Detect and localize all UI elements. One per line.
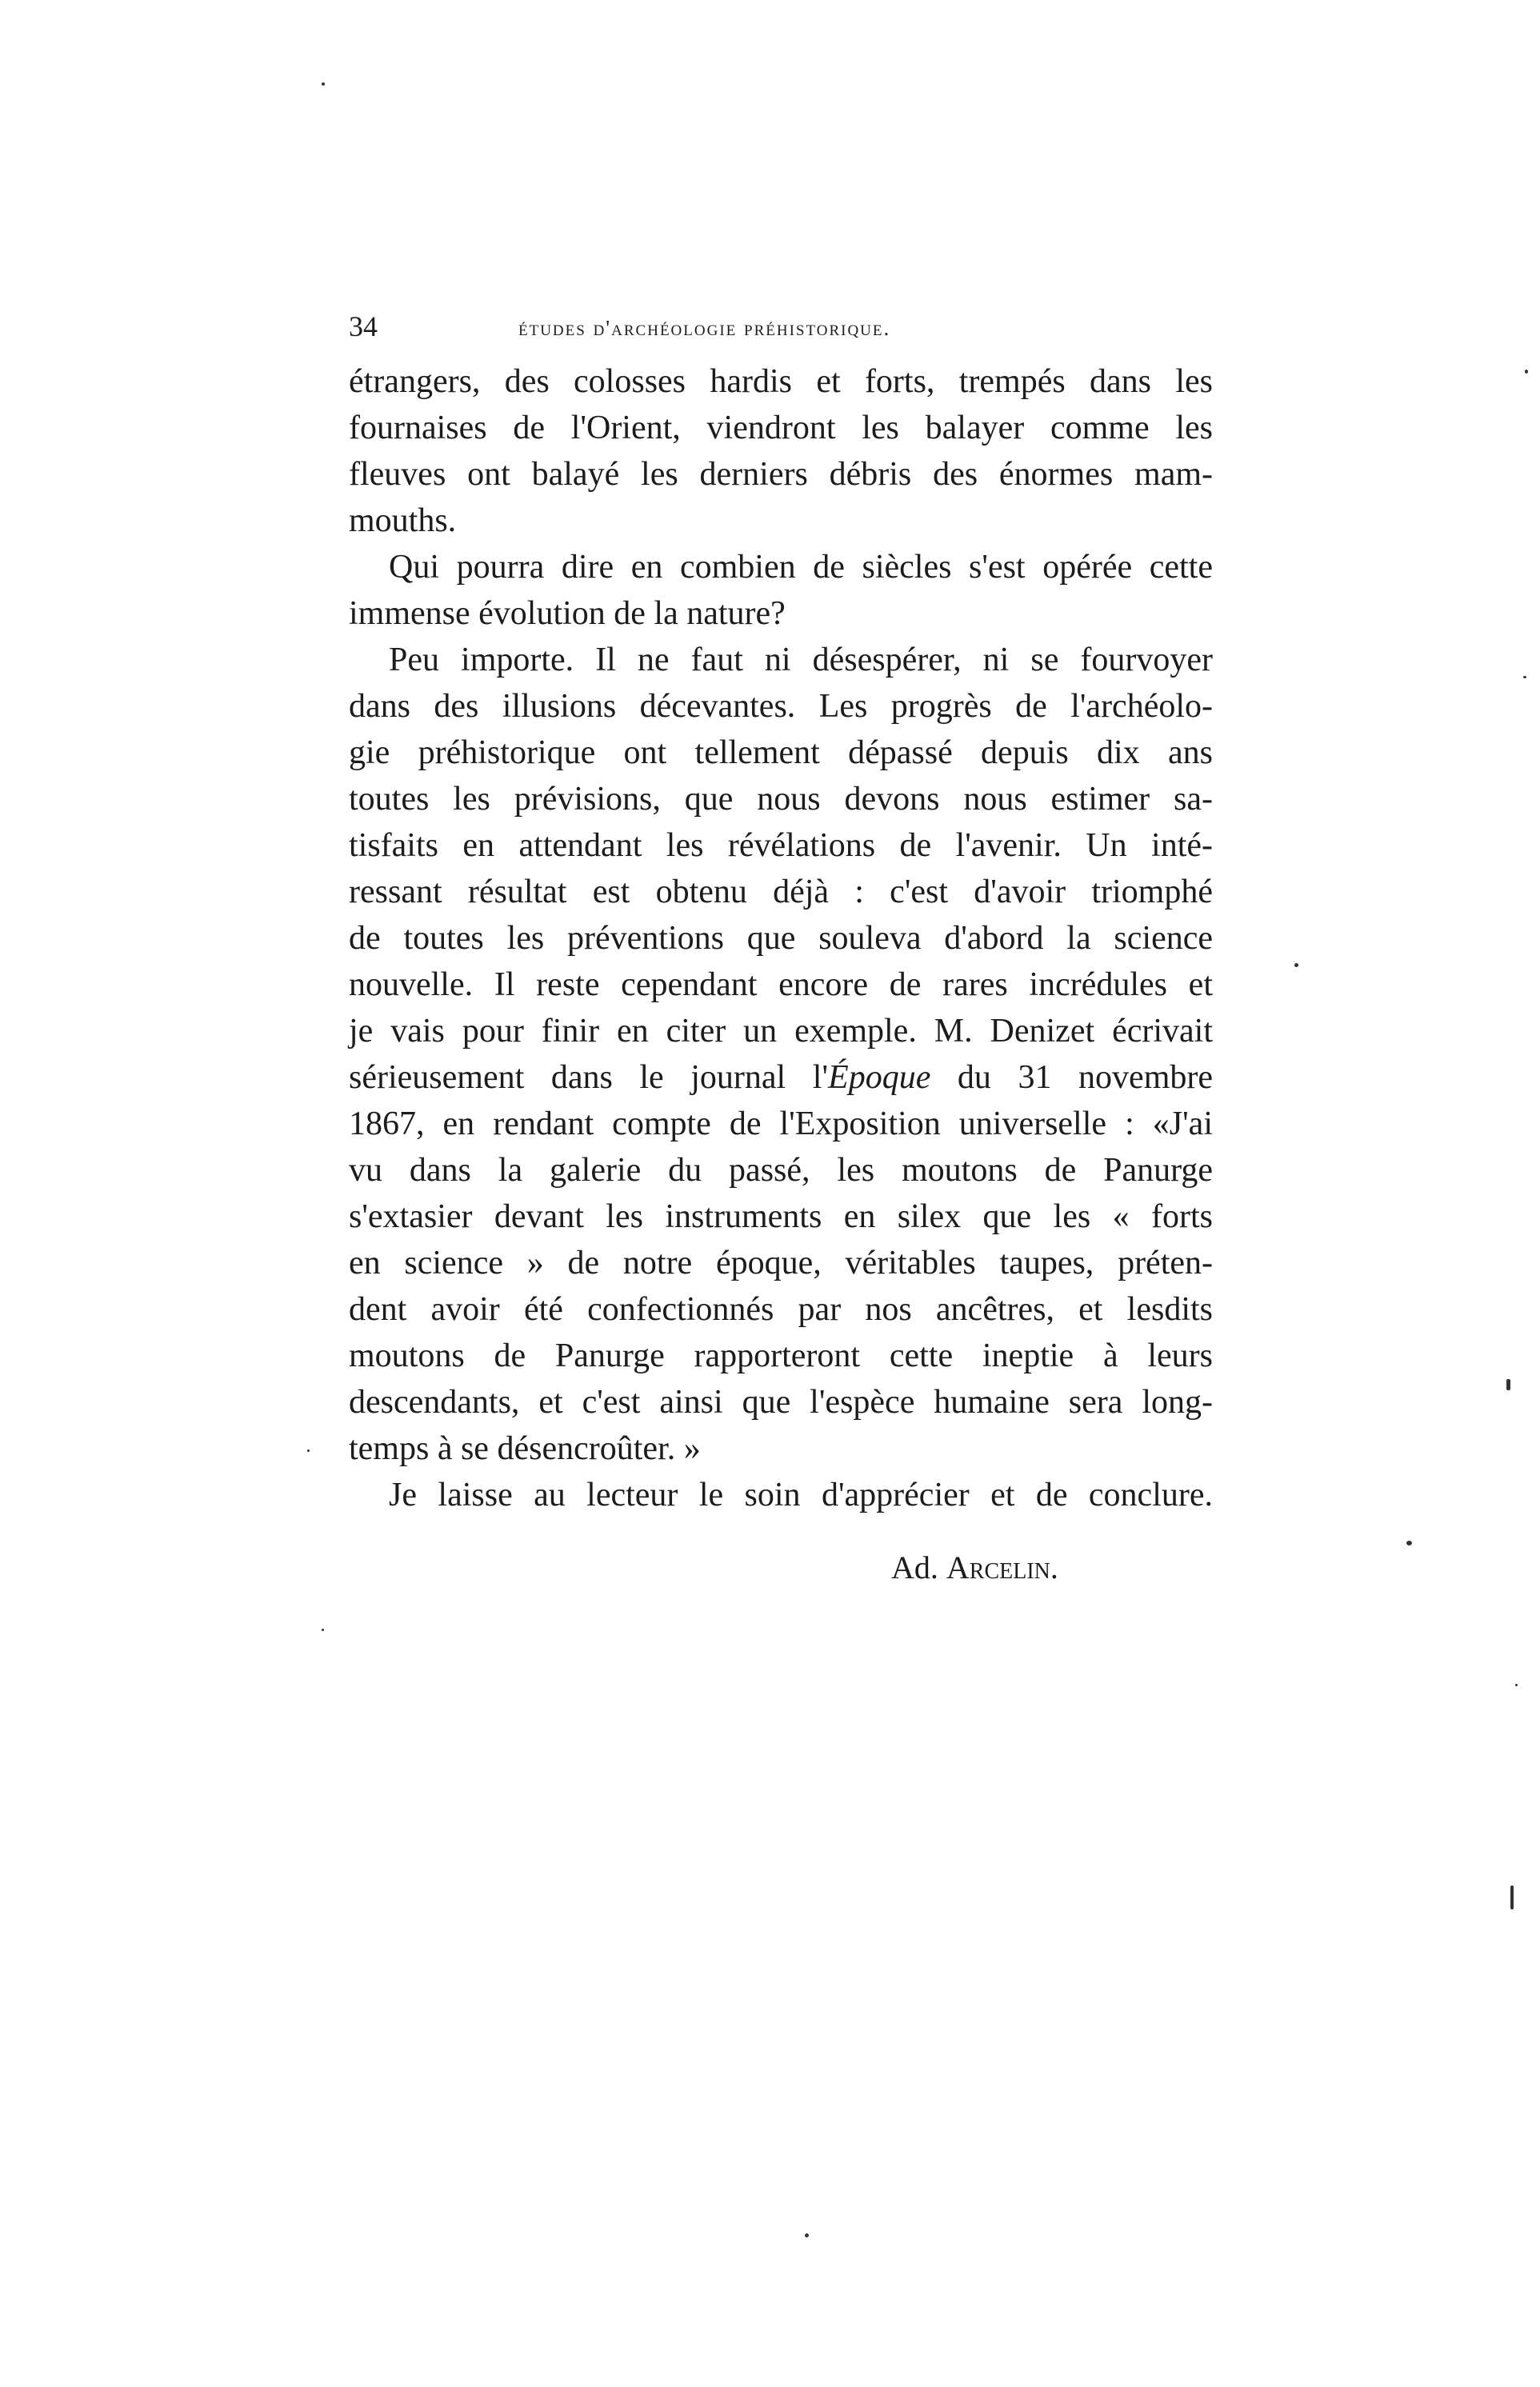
text-line: ressant résultat est obtenu déjà : c'est d'avoir triomphé xyxy=(349,874,1213,910)
text-line: temps à se désencroûter. » xyxy=(349,1430,701,1467)
text-line: dent avoir été confectionnés par nos ancêtres, et lesdits xyxy=(349,1291,1213,1328)
signature-prefix: Ad. xyxy=(891,1549,946,1585)
text-line: dans des illusions décevantes. Les progrès de l'archéolo- xyxy=(349,688,1213,725)
scan-speck xyxy=(1506,1379,1510,1390)
text-fragment: du 31 novembre xyxy=(930,1059,1213,1096)
text-line: gie préhistorique ont tellement dépassé depuis dix ans xyxy=(349,734,1213,771)
text-line: s'extasier devant les instruments en silex que les « forts xyxy=(349,1198,1213,1235)
text-line: je vais pour finir en citer un exemple. M. Denizet écrivait xyxy=(349,1013,1213,1050)
text-line: mouths. xyxy=(349,502,457,539)
text-line: étrangers, des colosses hardis et forts, trempés dans les xyxy=(349,363,1213,400)
text-line: moutons de Panurge rapporteront cette ineptie à leurs xyxy=(349,1337,1213,1374)
scan-speck xyxy=(322,1629,324,1631)
page-number: 34 xyxy=(349,310,378,342)
text-line: Je laisse au lecteur le soin d'apprécier et de conclure. xyxy=(389,1477,1213,1513)
text-line: nouvelle. Il reste cependant encore de rares incrédules et xyxy=(349,966,1213,1003)
scan-speck xyxy=(1510,1885,1514,1909)
scan-speck xyxy=(322,82,325,86)
scan-speck xyxy=(1515,1684,1518,1686)
text-line-with-italic xyxy=(349,1054,1213,1101)
scan-speck xyxy=(1294,963,1298,967)
text-line: tisfaits en attendant les révélations de l'avenir. Un inté- xyxy=(349,827,1213,864)
journal-title-italic: Époque xyxy=(828,1059,931,1096)
body-text xyxy=(349,358,1213,1518)
text-fragment: sérieusement dans le journal l' xyxy=(349,1059,829,1096)
text-line: toutes les prévisions, que nous devons nous estimer sa- xyxy=(349,781,1213,818)
text-line: en science » de notre époque, véritables taupes, préten- xyxy=(349,1245,1213,1281)
running-head xyxy=(349,304,1213,349)
author-signature xyxy=(891,1545,1058,1591)
text-line: vu dans la galerie du passé, les moutons de Panurge xyxy=(349,1152,1213,1189)
running-title: études d'archéologie préhistorique. xyxy=(518,316,891,340)
scan-speck xyxy=(307,1449,310,1452)
text-line: Peu importe. Il ne faut ni désespérer, ni se fourvoyer xyxy=(389,642,1213,678)
scan-speck xyxy=(1523,676,1526,678)
text-line: descendants, et c'est ainsi que l'espèce humaine sera long- xyxy=(349,1384,1213,1421)
scan-speck xyxy=(1406,1541,1412,1545)
text-line: fournaises de l'Orient, viendront les balayer comme les xyxy=(349,410,1213,446)
text-line: de toutes les préventions que souleva d'abord la science xyxy=(349,920,1213,957)
text-line: 1867, en rendant compte de l'Exposition universelle : «J'ai xyxy=(349,1106,1213,1142)
scan-speck xyxy=(805,2233,809,2237)
text-line: fleuves ont balayé les derniers débris des énormes mam- xyxy=(349,456,1213,493)
text-line: Qui pourra dire en combien de siècles s'est opérée cette xyxy=(389,549,1213,586)
text-line: immense évolution de la nature? xyxy=(349,595,786,632)
scan-speck xyxy=(1525,370,1528,374)
signature-name: Arcelin. xyxy=(946,1549,1058,1585)
